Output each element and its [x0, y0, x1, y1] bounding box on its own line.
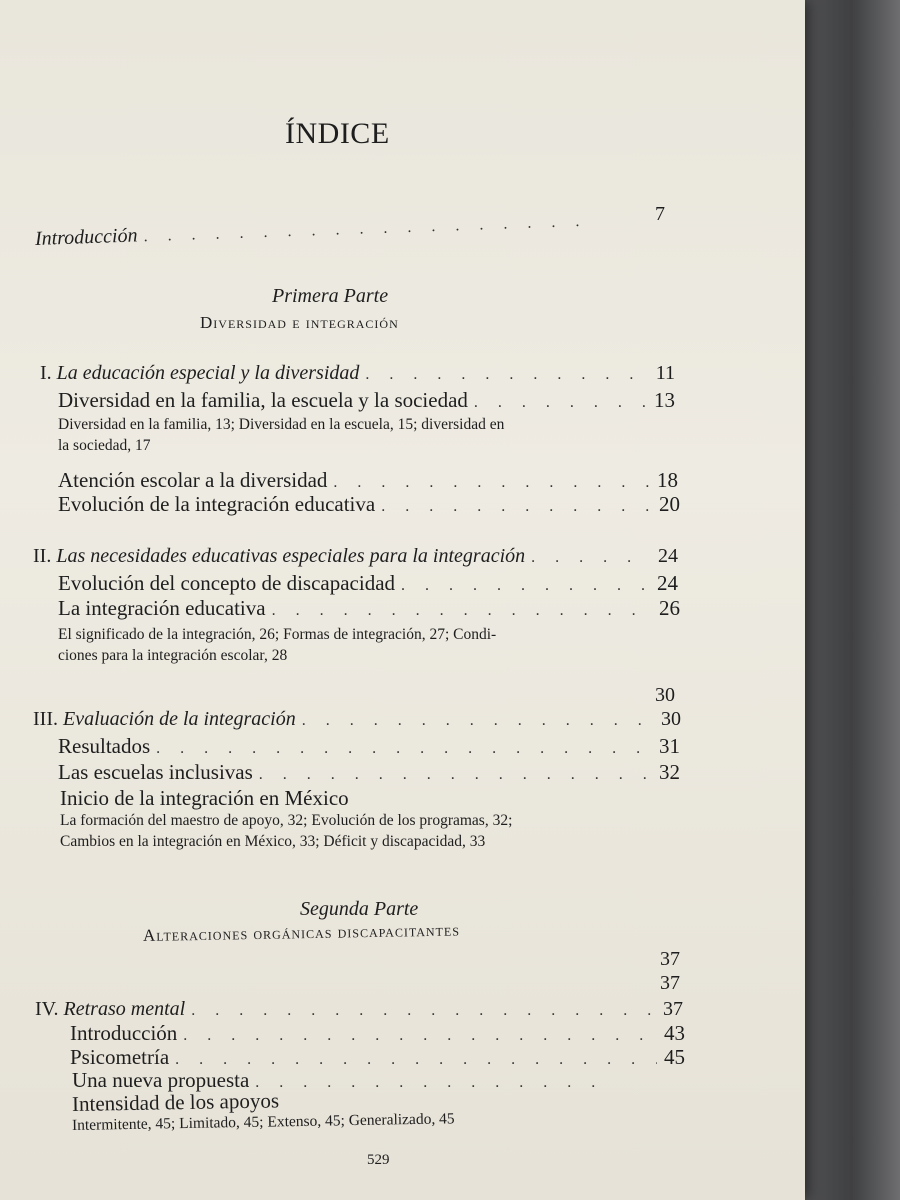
toc-section-3-3: Inicio de la integración en México — [60, 786, 349, 810]
toc-section-4-3: Una nueva propuesta . . . — [72, 1068, 612, 1093]
toc-subsections-4-4: Intermitente, 45; Limitado, 45; Extenso, 45; Generalizado, 45 — [71, 1110, 455, 1134]
toc-extra-page-30: 30 — [655, 684, 675, 706]
page-number: 529 — [367, 1152, 390, 1168]
toc-section-1-3: Evolución de la integración educativa . . . 20 — [58, 492, 680, 517]
toc-subsections-1-1: Diversidad en la familia, 13; Diversidad en la escuela, 15; diversidad en la sociedad, 17 — [58, 416, 505, 454]
page-title: ÍNDICE — [285, 117, 390, 150]
toc-section-4-4: Intensidad de los apoyos — [71, 1088, 280, 1116]
toc-chapter-2: II. Las necesidades educativas especiales para la integración . . . 24 — [33, 545, 678, 568]
toc-section-4-1: Introducción . . . 43 — [70, 1021, 685, 1046]
part1-heading: Diversidad e integración — [200, 313, 399, 332]
toc-chapter-4: IV. Retraso mental . . . 37 — [35, 998, 683, 1021]
toc-section-1-2: Atención escolar a la diversidad . . . 18 — [58, 468, 678, 493]
part1-label: Primera Parte — [272, 285, 389, 307]
toc-pre-page-37a: 37 — [660, 948, 680, 970]
part2-label: Segunda Parte — [300, 898, 419, 920]
toc-subsections-2-2: El significado de la integración, 26; Formas de integración, 27; Condi- ciones para la integración escolar, 28 — [58, 626, 497, 664]
intro-page: 7 — [655, 203, 665, 225]
toc-chapter-3: III. Evaluación de la integración . . . 30 — [33, 708, 681, 731]
toc-section-2-2: La integración educativa . . . 26 — [58, 596, 680, 621]
toc-section-4-2: Psicometría . . . 45 — [70, 1045, 685, 1070]
toc-pre-page-37b: 37 — [660, 972, 680, 994]
toc-intro: Introducción . . . — [35, 208, 595, 251]
toc-section-3-2: Las escuelas inclusivas . . . 32 — [58, 760, 680, 785]
toc-subsections-3-3: La formación del maestro de apoyo, 32; Evolución de los programas, 32; Cambios en la integración en México, 33; Déficit y discapacidad, 33 — [60, 812, 513, 850]
toc-chapter-1: I. La educación especial y la diversidad . . . 11 — [40, 362, 675, 385]
toc-section-2-1: Evolución del concepto de discapacidad . . . 24 — [58, 571, 678, 596]
toc-section-1-1: Diversidad en la familia, la escuela y la sociedad . . . 13 — [58, 388, 675, 413]
part2-heading: Alteraciones orgánicas discapacitantes — [142, 920, 461, 945]
toc-section-3-1: Resultados . . . 31 — [58, 734, 680, 759]
